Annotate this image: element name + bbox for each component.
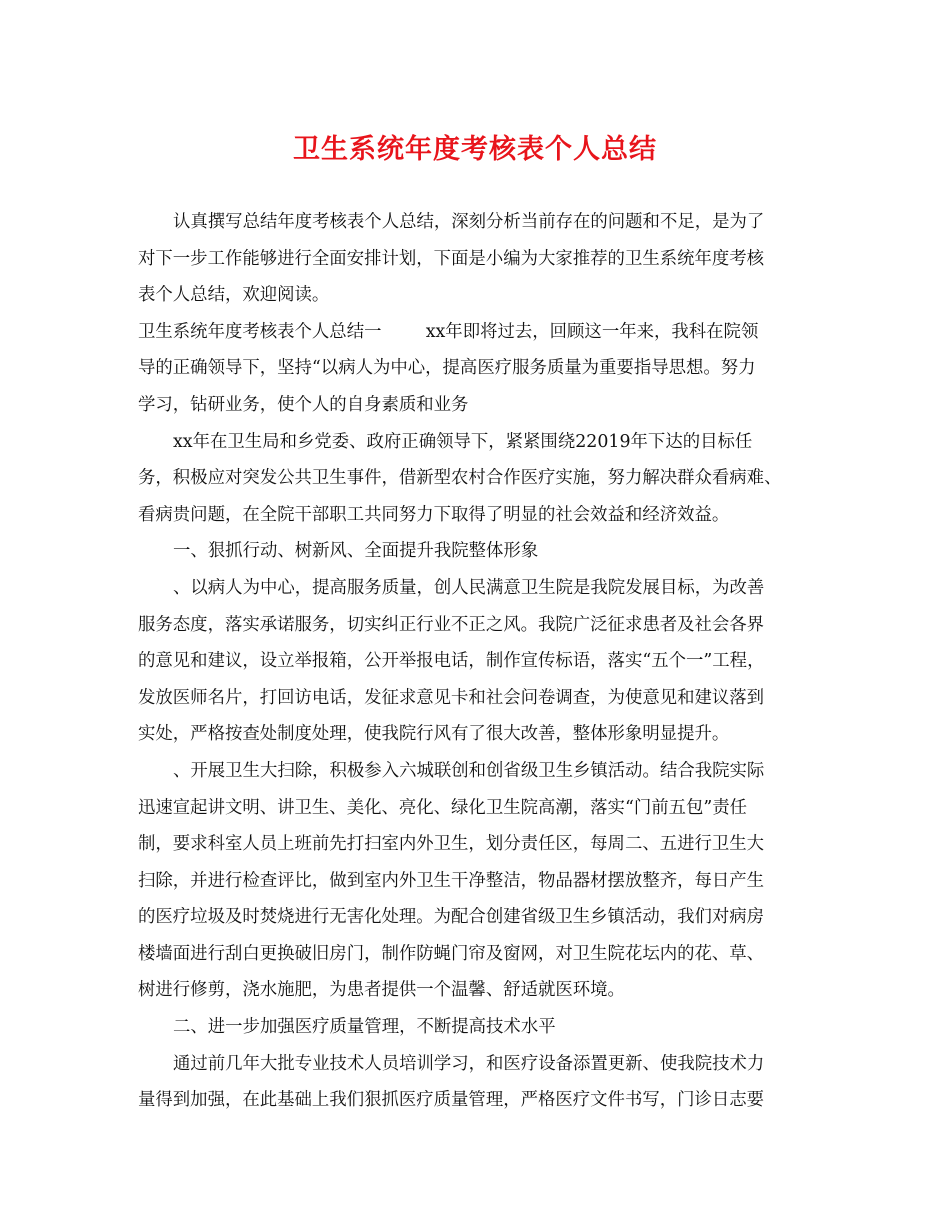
body-line: 、开展卫生大扫除，积极参入六城联创和创省级卫生乡镇活动。结合我院实际 [173, 760, 765, 781]
body-line: 导的正确领导下，坚持“以病人为中心，提高医疗服务质量为重要指导思想。努力 [138, 358, 756, 379]
body-line: 服务态度，落实承诺服务，切实纠正行业不正之风。我院广泛征求患者及社会各界 [138, 614, 765, 635]
body-line: 认真撰写总结年度考核表个人总结，深刻分析当前存在的问题和不足，是为了 [173, 212, 765, 232]
document-body [138, 204, 828, 1119]
body-line: 卫生系统年度考核表个人总结一 xx年即将过去，回顾这一年来，我科在院领 [138, 321, 759, 342]
body-line: 迅速宣起讲文明、讲卫生、美化、亮化、绿化卫生院高潮，落实“门前五包”责任 [138, 797, 748, 818]
body-line: xx年在卫生局和乡党委、政府正确领导下，紧紧围绕22019年下达的目标任 [173, 431, 753, 452]
body-line: 的医疗垃圾及时焚烧进行无害化处理。为配合创建省级卫生乡镇活动，我们对病房 [138, 907, 765, 928]
body-line: 树进行修剪，浇水施肥，为患者提供一个温馨、舒适就医环境。 [138, 980, 625, 1001]
body-line: 量得到加强，在此基础上我们狠抓医疗质量管理，严格医疗文件书写，门诊日志要 [138, 1090, 765, 1111]
body-line: 看病贵问题，在全院干部职工共同努力下取得了明显的社会效益和经济效益。 [138, 504, 730, 525]
body-line: 制，要求科室人员上班前先打扫室内外卫生，划分责任区，每周二、五进行卫生大 [138, 834, 765, 855]
body-line: 一、狠抓行动、树新风、全面提升我院整体形象 [173, 541, 539, 562]
body-line: 对下一步工作能够进行全面安排计划，下面是小编为大家推荐的卫生系统年度考核 [138, 248, 765, 269]
body-line: 实处，严格按查处制度处理，使我院行风有了很大改善，整体形象明显提升。 [138, 724, 730, 745]
body-line: 、以病人为中心，提高服务质量，创人民满意卫生院是我院发展目标，为改善 [173, 577, 765, 598]
body-line: 的意见和建议，设立举报箱，公开举报电话，制作宣传标语，落实“五个一”工程， [138, 651, 765, 672]
body-line: 发放医师名片，打回访电话，发征求意见卡和社会问卷调查，为使意见和建议落到 [138, 687, 765, 708]
body-line: 表个人总结，欢迎阅读。 [138, 285, 330, 306]
body-line: 务，积极应对突发公共卫生事件，借新型农村合作医疗实施，努力解决群众看病难、 [138, 468, 782, 489]
body-line: 二、进一步加强医疗质量管理，不断提高技术水平 [173, 1017, 556, 1038]
body-line: 通过前几年大批专业技术人员培训学习，和医疗设备添置更新、使我院技术力 [173, 1053, 765, 1074]
body-line: 楼墙面进行刮白更换破旧房门，制作防蝇门帘及窗网，对卫生院花坛内的花、草、 [138, 943, 765, 964]
body-line: 扫除，并进行检查评比，做到室内外卫生干净整洁，物品器材摆放整齐，每日产生 [138, 870, 765, 891]
document-title: 卫生系统年度考核表个人总结 [293, 134, 657, 165]
body-line: 学习，钻研业务，使个人的自身素质和业务 [138, 394, 469, 415]
